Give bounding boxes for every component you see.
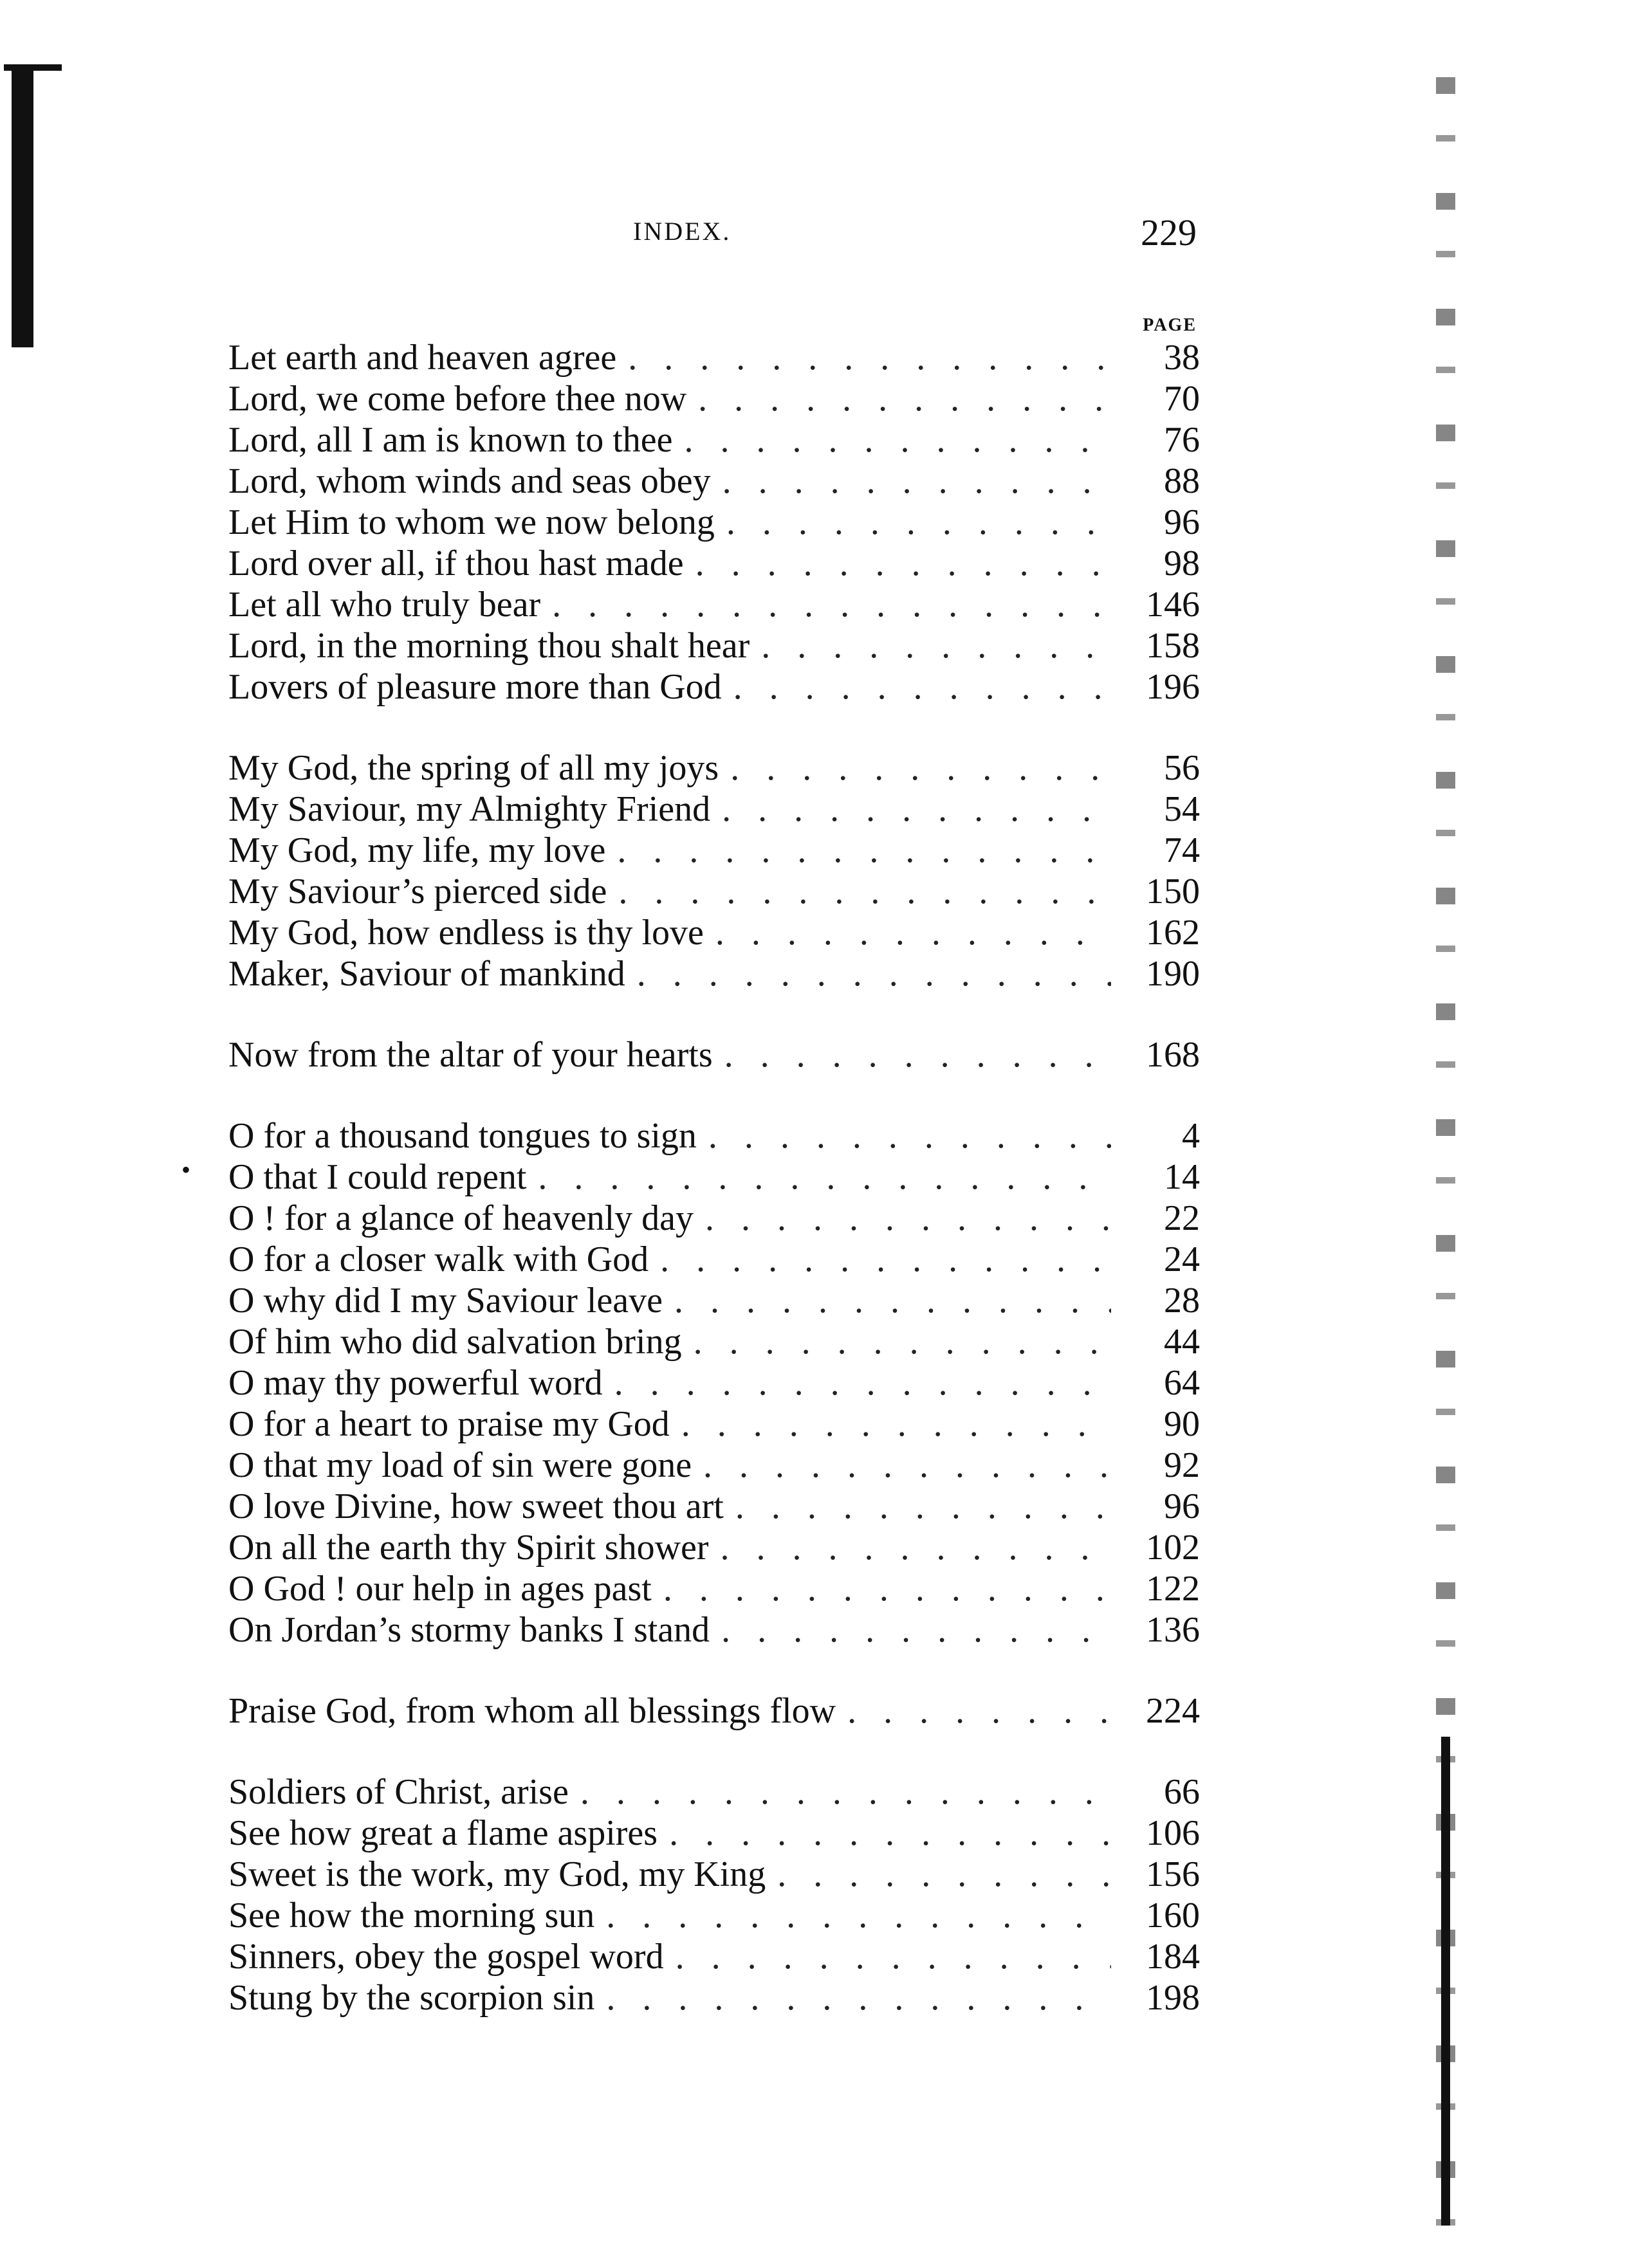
index-entry bbox=[228, 1977, 1200, 2018]
dot-leader bbox=[676, 1936, 1111, 1977]
hymn-first-line: Lord, all I am is known to thee bbox=[228, 420, 673, 460]
hymn-first-line: O for a heart to praise my God bbox=[228, 1404, 670, 1444]
page-reference: 76 bbox=[1164, 420, 1200, 460]
index-group bbox=[228, 747, 1200, 994]
index-entry bbox=[228, 1813, 1200, 1854]
index-entry bbox=[228, 461, 1200, 502]
index-entry bbox=[228, 419, 1200, 461]
hymn-first-line: Let all who truly bear bbox=[228, 585, 541, 625]
index-entry bbox=[228, 1568, 1200, 1609]
page-reference: 14 bbox=[1164, 1157, 1200, 1197]
hymn-first-line: See how the morning sun bbox=[228, 1896, 595, 1935]
dot-leader bbox=[606, 1895, 1111, 1936]
dot-leader bbox=[761, 625, 1111, 666]
index-group bbox=[228, 337, 1200, 708]
page-reference: 88 bbox=[1164, 461, 1200, 501]
index-group bbox=[228, 1034, 1200, 1075]
binding-edge bbox=[12, 64, 33, 347]
hymn-first-line: Lord, whom winds and seas obey bbox=[228, 461, 711, 501]
dot-leader bbox=[721, 1527, 1111, 1568]
index-entry bbox=[228, 1936, 1200, 1977]
dot-leader bbox=[660, 1239, 1111, 1280]
page-reference: 56 bbox=[1164, 748, 1200, 788]
index-entry bbox=[228, 1321, 1200, 1362]
index-entry bbox=[228, 666, 1200, 708]
hymn-first-line: O for a thousand tongues to sign bbox=[228, 1116, 697, 1156]
margin-dot: • bbox=[181, 1155, 191, 1184]
dot-leader bbox=[681, 1404, 1111, 1445]
dot-leader bbox=[847, 1690, 1111, 1732]
index-entry bbox=[228, 1280, 1200, 1321]
page-reference: 28 bbox=[1164, 1281, 1200, 1321]
dot-leader bbox=[538, 1157, 1111, 1198]
page-reference: 146 bbox=[1146, 585, 1200, 625]
index-entry bbox=[228, 1239, 1200, 1280]
index-group bbox=[228, 1690, 1200, 1732]
hymn-first-line: O love Divine, how sweet thou art bbox=[228, 1486, 724, 1526]
index-entry bbox=[228, 1034, 1200, 1075]
page-reference: 38 bbox=[1164, 338, 1200, 378]
dot-leader bbox=[733, 666, 1111, 708]
index-entry bbox=[228, 912, 1200, 953]
dot-leader bbox=[735, 1486, 1111, 1527]
index-entry bbox=[228, 871, 1200, 912]
page-reference: 96 bbox=[1164, 1486, 1200, 1526]
page-reference: 158 bbox=[1146, 626, 1200, 666]
dot-leader bbox=[628, 337, 1111, 378]
page-reference: 64 bbox=[1164, 1363, 1200, 1403]
page-reference: 196 bbox=[1146, 667, 1200, 707]
page-reference: 54 bbox=[1164, 789, 1200, 829]
index-entry bbox=[228, 337, 1200, 378]
index-entry bbox=[228, 378, 1200, 419]
hymn-first-line: Sinners, obey the gospel word bbox=[228, 1937, 664, 1977]
hymn-first-line: My God, the spring of all my joys bbox=[228, 748, 719, 788]
hymn-first-line: Lord, in the morning thou shalt hear bbox=[228, 626, 750, 666]
dot-leader bbox=[724, 1034, 1111, 1075]
dot-leader bbox=[705, 1198, 1111, 1239]
page-reference: 66 bbox=[1164, 1772, 1200, 1812]
page-reference: 190 bbox=[1146, 954, 1200, 994]
dot-leader bbox=[708, 1115, 1111, 1157]
page-edge-shadow bbox=[1441, 1737, 1450, 2226]
hymn-first-line: O why did I my Saviour leave bbox=[228, 1281, 663, 1321]
page-reference: 168 bbox=[1146, 1035, 1200, 1075]
page-reference: 74 bbox=[1164, 830, 1200, 870]
dot-leader bbox=[669, 1813, 1111, 1854]
dot-leader bbox=[703, 1445, 1111, 1486]
page-reference: 96 bbox=[1164, 502, 1200, 542]
dot-leader bbox=[721, 1609, 1111, 1651]
dot-leader bbox=[614, 1362, 1111, 1404]
hymn-first-line: My God, my life, my love bbox=[228, 830, 606, 870]
dot-leader bbox=[722, 789, 1111, 830]
dot-leader bbox=[618, 871, 1111, 912]
index-entry bbox=[228, 953, 1200, 994]
page-reference: 102 bbox=[1146, 1528, 1200, 1568]
hymn-first-line: On Jordan’s stormy banks I stand bbox=[228, 1610, 710, 1650]
page-reference: 4 bbox=[1182, 1116, 1200, 1156]
index-entry bbox=[228, 789, 1200, 830]
page-reference: 106 bbox=[1146, 1813, 1200, 1853]
hymn-first-line: O may thy powerful word bbox=[228, 1363, 603, 1403]
dot-leader bbox=[715, 912, 1111, 953]
hymn-first-line: Let Him to whom we now belong bbox=[228, 502, 715, 542]
page-reference: 156 bbox=[1146, 1854, 1200, 1894]
page-number: 229 bbox=[1141, 212, 1197, 253]
hymn-first-line: Lord, we come before thee now bbox=[228, 379, 687, 419]
index-group bbox=[228, 1115, 1200, 1651]
index-entry bbox=[228, 1115, 1200, 1157]
hymn-first-line: Maker, Saviour of mankind bbox=[228, 954, 625, 994]
dot-leader bbox=[695, 543, 1111, 584]
hymn-first-line: My Saviour, my Almighty Friend bbox=[228, 789, 711, 829]
index-group bbox=[228, 1771, 1200, 2018]
hymn-first-line: My Saviour’s pierced side bbox=[228, 872, 607, 911]
dot-leader bbox=[552, 584, 1111, 625]
dot-leader bbox=[580, 1771, 1111, 1813]
page-reference: 160 bbox=[1146, 1896, 1200, 1935]
page-reference: 224 bbox=[1146, 1691, 1200, 1731]
page-reference: 22 bbox=[1164, 1198, 1200, 1238]
dot-leader bbox=[685, 419, 1111, 461]
hymn-first-line: Sweet is the work, my God, my King bbox=[228, 1854, 766, 1894]
page-reference: 98 bbox=[1164, 544, 1200, 583]
dot-leader bbox=[777, 1854, 1111, 1895]
hymn-first-line: O that my load of sin were gone bbox=[228, 1445, 692, 1485]
hymn-first-line: Lord over all, if thou hast made bbox=[228, 544, 684, 583]
dot-leader bbox=[637, 953, 1111, 994]
hymn-first-line: Now from the altar of your hearts bbox=[228, 1035, 713, 1075]
index-entry bbox=[228, 1157, 1200, 1198]
dot-leader bbox=[730, 747, 1111, 789]
hymn-first-line: On all the earth thy Spirit shower bbox=[228, 1528, 709, 1568]
page-reference: 70 bbox=[1164, 379, 1200, 419]
index-entry bbox=[228, 1690, 1200, 1732]
page-reference: 136 bbox=[1146, 1610, 1200, 1650]
index-entry bbox=[228, 1445, 1200, 1486]
index-entry bbox=[228, 1404, 1200, 1445]
index-entry bbox=[228, 1854, 1200, 1895]
hymn-first-line: Soldiers of Christ, arise bbox=[228, 1772, 569, 1812]
index-list bbox=[228, 337, 1200, 2058]
index-entry bbox=[228, 1198, 1200, 1239]
page-reference: 44 bbox=[1164, 1322, 1200, 1362]
page-column-label: PAGE bbox=[1143, 315, 1197, 335]
hymn-first-line: O God ! our help in ages past bbox=[228, 1569, 652, 1609]
index-entry bbox=[228, 1771, 1200, 1813]
hymn-first-line: O that I could repent bbox=[228, 1157, 527, 1197]
index-entry bbox=[228, 502, 1200, 543]
hymn-first-line: Lovers of pleasure more than God bbox=[228, 667, 722, 707]
hymn-first-line: Stung by the scorpion sin bbox=[228, 1978, 595, 2018]
page-reference: 92 bbox=[1164, 1445, 1200, 1485]
dot-leader bbox=[722, 461, 1111, 502]
page-reference: 90 bbox=[1164, 1404, 1200, 1444]
index-entry bbox=[228, 584, 1200, 625]
page-reference: 184 bbox=[1146, 1937, 1200, 1977]
page-reference: 24 bbox=[1164, 1239, 1200, 1279]
index-entry bbox=[228, 543, 1200, 584]
hymn-first-line: Praise God, from whom all blessings flow bbox=[228, 1691, 836, 1731]
dot-leader bbox=[606, 1977, 1111, 2018]
hymn-first-line: My God, how endless is thy love bbox=[228, 913, 704, 953]
dot-leader bbox=[617, 830, 1111, 871]
index-entry bbox=[228, 747, 1200, 789]
index-entry bbox=[228, 1895, 1200, 1936]
index-entry bbox=[228, 830, 1200, 871]
page-reference: 122 bbox=[1146, 1569, 1200, 1609]
hymn-first-line: Let earth and heaven agree bbox=[228, 338, 617, 378]
page-reference: 198 bbox=[1146, 1978, 1200, 2018]
index-entry bbox=[228, 1527, 1200, 1568]
dot-leader bbox=[674, 1280, 1111, 1321]
hymn-first-line: See how great a flame aspires bbox=[228, 1813, 658, 1853]
dot-leader bbox=[663, 1568, 1111, 1609]
index-entry bbox=[228, 1362, 1200, 1404]
hymn-first-line: Of him who did salvation bring bbox=[228, 1322, 682, 1362]
index-entry bbox=[228, 1486, 1200, 1527]
page-title: INDEX. bbox=[633, 217, 732, 246]
page-reference: 162 bbox=[1146, 913, 1200, 953]
index-entry bbox=[228, 625, 1200, 666]
hymn-first-line: O for a closer walk with God bbox=[228, 1239, 649, 1279]
index-entry bbox=[228, 1609, 1200, 1651]
dot-leader bbox=[726, 502, 1111, 543]
hymn-first-line: O ! for a glance of heavenly day bbox=[228, 1198, 694, 1238]
dot-leader bbox=[694, 1321, 1111, 1362]
page-header bbox=[225, 212, 1197, 268]
page-reference: 150 bbox=[1146, 872, 1200, 911]
dot-leader bbox=[698, 378, 1111, 419]
